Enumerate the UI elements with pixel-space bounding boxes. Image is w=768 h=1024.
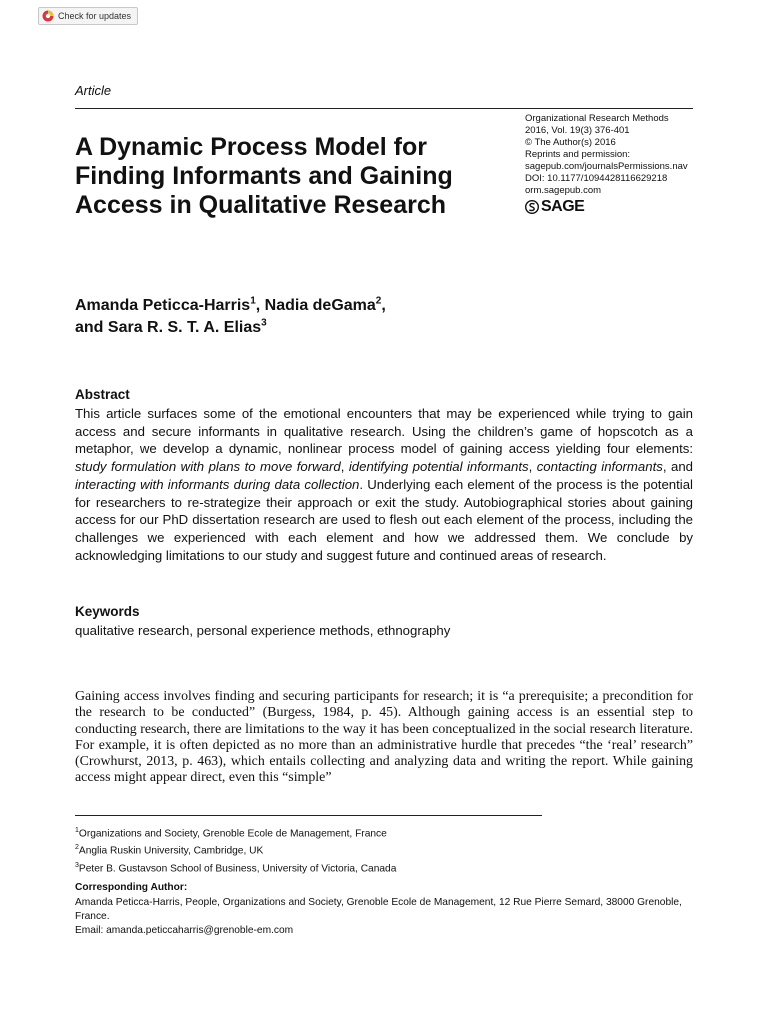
header-divider [75,108,693,109]
author-name: Amanda Peticca-Harris [75,297,251,314]
abstract-text: This article surfaces some of the emotional encounters that may be experienced while trying to gain access and secure informants in qualitative research. Using the children’s game of hopscotch as a metaphor, we develop a dynamic, nonlinear process model of gaining access yielding four elements: study formulation with plans to move forward, identifying potential informants, contacting informants, and interacting with informants during data collection. Underlying each element of the process is the potential for researchers to re-strategize their approach or exit the study. Autobiographical stories about gaining access for our PhD dissertation research are used to flesh out each element of the process, including the challenges we experienced with each element and how we addressed them. We conclude by acknowledging limitations to our study and suggest future and continued areas of research. [75,406,693,563]
doi-link[interactable]: DOI: 10.1177/1094428116629218 [525,173,668,184]
footnote-divider [75,815,542,816]
permissions-link[interactable]: sagepub.com/journalsPermissions.nav [525,161,688,172]
author-name: Nadia deGama [264,297,376,314]
author-affiliation-mark: 3 [261,317,267,329]
journal-info [525,113,705,214]
check-for-updates-label: Check for updates [58,11,132,21]
abstract-heading: Abstract [75,387,130,402]
sage-wordmark: SAGE [541,198,585,215]
journal-copyright: © The Author(s) 2016 [525,137,616,148]
corresponding-author-heading: Corresponding Author: [75,882,188,893]
author-name: and Sara R. S. T. A. Elias [75,319,262,336]
author-affiliation-mark: 1 [250,295,256,307]
sage-logo [525,200,705,214]
footnote-item: $^2$Anglia Ruskin University, Cambridge, UK [75,844,264,857]
check-for-updates-button[interactable] [38,7,138,25]
corresponding-author-address: Amanda Peticca-Harris, People, Organizations and Society, Grenoble Ecole de Management, 12 Rue Pierre Semard, 38000 Grenoble, France. [75,897,682,922]
journal-issue: 2016, Vol. 19(3) 376-401 [525,125,630,136]
sage-emblem-icon [525,200,539,214]
corresponding-author-details [75,896,695,938]
article-type-label: Article [75,83,112,98]
keywords-heading: Keywords [75,604,140,619]
body-paragraph: Gaining access involves finding and securing participants for research; it is “a prerequisite; a precondition for the research to be conducted” (Burgess, 1984, p. 45). Although gaining access is an essential step to conducting research, there are limitations to the way it has been conceptualized in the social research literature. For example, it is often depicted as no more than an administrative hurdle that precedes “the ‘real’ research” (Crowhurst, 2013, p. 463), which entails collecting and analyzing data and writing the report. While gaining access might appear direct, even this “simple” [75,689,693,786]
corresponding-author-email-link[interactable]: Email: amanda.peticcaharris@grenoble-em.com [75,925,294,936]
author-list: Amanda Peticca-Harris$^1$, Nadia deGama$^2$, and Sara R. S. T. A. Elias$^3$ [75,295,386,336]
affiliation-footnotes [75,824,396,876]
journal-site-link[interactable]: orm.sagepub.com [525,185,602,196]
footnote-item: $^1$Organizations and Society, Grenoble Ecole de Management, France [75,827,387,840]
footnote-item: $^3$Peter B. Gustavson School of Business, University of Victoria, Canada [75,861,397,875]
author-affiliation-mark: 2 [375,295,382,307]
journal-name: Organizational Research Methods [525,113,669,124]
crossmark-icon [42,10,54,22]
paper-title: A Dynamic Process Model for Finding Informants and Gaining Access in Qualitative Research [75,133,453,219]
keywords-text: qualitative research, personal experience methods, ethnography [75,623,451,638]
journal-reprints: Reprints and permission: [525,149,631,160]
